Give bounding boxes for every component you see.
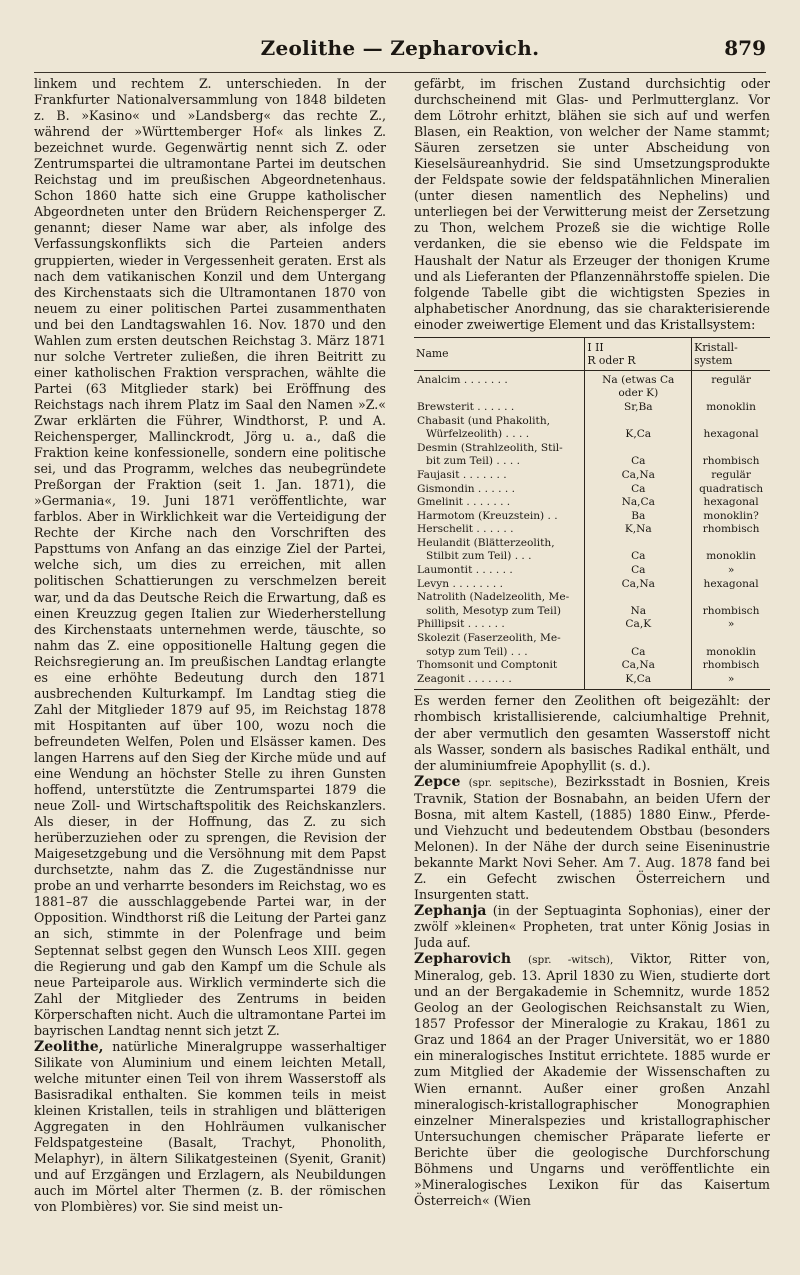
cell-system: hexagonal [692,496,770,510]
cell-system: monoklin [692,646,770,660]
cell-system: rhombisch [692,605,770,619]
zentrum-continuation: linkem und rechtem Z. unterschieden. In der Frankfurter Nationalversammlung von 1848 bildeten z. B. »Kasino« und »Landsberg« das rechte Z., während der »Württemberger Hof« als linkes Z. bezeichnet wurde. Gegenwärtig nennt sich Z. oder Zentrumspartei die ultramontane Partei im deutschen Reichstag und im preußischen Abgeordnetenhaus. Schon 1860 hatte sich eine Gruppe katholischer Abgeordneten unter den Brüdern Reichensperger Z. genannt; dieser Name war aber, als infolge des Verfassungskonflikts sich die Parteien anders gruppierten, wieder in Vergessenheit geraten. Erst als nach dem vatikanischen Konzil und dem Untergang des Kirchenstaats sich die Ultramontanen 1870 von neuem zu einer politischen Partei zusammenthaten und bei den Landtagswahlen 16. Nov. 1870 und den Wahlen zum ersten deutschen Reichstag 3. März 1871 nur solche Vertreter zuließen, die ihren Beitritt zu einer katholischen Fraktion versprachen, wählte die Partei (63 Mitglieder stark) bei Eröffnung des Reichstags nach ihrem Platz im Saal den Namen »Z.« Zwar erklärten die Führer, Windthorst, P. und A. Reichensperger, Mallinckrodt, Jörg u. a., daß die Fraktion keine konfessionelle, sondern eine politische sei, und das Programm, welches das neubegründete Preßorgan der Fraktion (seit 1. Jan. 1871), die »Germania«, 19. Juni 1871 veröffentlichte, war farblos. Aber in Wirklichkeit war die Verteidigung der Rechte der Kirche nach den Vorschriften des Papsttums von Anfang an das einzige Ziel der Partei, welche sich, um dies zu erreichen, mit allen politischen Schattierungen zu verschmelzen bereit war, und da das Deutsche Reich die Erwartung, daß es einen Kreuzzug gegen Italien zur Wiederherstellung des Kirchenstaats unternehmen werde, täuschte, so nahm das Z. eine oppositionelle Haltung gegen die Reichsregierung an. Im preußischen Landtag erlangte es eine erhöhte Bedeutung durch den 1871 ausbrechenden Kulturkampf. Im Landtag stieg die Zahl der Mitglieder 1879 auf 95, im Reichstag 1878 mit Hospitanten auf über 100, wozu noch die befreundeten Welfen, Polen und Elsässer kamen. Des langen Harrens auf den Sieg der Kirche müde und auf eine Wendung an höchster Stelle zu ihren Gunsten hoffend, unterstützte die Zentrumspartei 1879 die neue Zoll- und Wirtschaftspolitik des Reichskanzlers. Als dieser, in der Hoffnung, das Z. zu sich herüberzuziehen oder zu sprengen, die Revision der Maigesetzgebung und die Versöhnung mit dem Papst durchsetzte, nahm das Z. die Zugeständnisse nur probe an und verharrte besonders im Reichstag, wo es 1881–87 die ausschlaggebende Partei war, in der Opposition. Windthorst riß die Leitung der Partei ganz an sich, stimmte in der Polenfrage und beim Septennat selbst gegen den Wunsch Leos XIII. gegen die Regierung und gab den Kampf um die Schule als neue Parteiparole aus. Wirklich verminderte sich die Zahl der Mitglieder des Zentrums in beiden Körperschaften nicht. Auch die ultramontane Partei im bayrischen Landtag nennt sich jetzt Z. [34,76,386,1038]
cell-name: Laumontit . . . . . . [417,564,513,577]
cell-system: monoklin [692,550,770,564]
table-row [414,605,770,619]
cell-system: monoklin? [692,510,770,524]
cell-name: Skolezit (Faserzeolith, Me- [417,632,561,645]
pronunciation-zepharovich: (spr. -witsch), [528,954,614,967]
table-row [414,564,770,578]
zephanja-text: (in der Septuaginta Sophonias), einer der zwölf »kleinen« Propheten, trat unter König Josias in Juda auf. [414,903,770,951]
table-row [414,659,770,673]
cell-name: Herschelit . . . . . . [417,523,514,536]
cell-elements: Ca [585,564,692,578]
zepharovich-text: Viktor, Ritter von, Mineralog, geb. 13. April 1830 zu Wien, studierte dort und an der Bergakademie in Schemnitz, wurde 1852 Geolog an der Geologischen Reichsanstalt zu Wien, 1857 Professor der Mineralogie zu Krakau, 1861 zu Graz und 1864 an der Prager Universität, wo er 1880 ein mineralogisches Institut errichtete. 1885 wurde er zum Mitglied der Akademie der Wissenschaften zu Wien ernannt. Außer einer großen Anzahl mineralogisch-kristallographischer Monographien einzelner Mineralspezies und kristallographischer Untersuchungen chemischer Präparate lieferte er Berichte über die geologische Durchforschung Böhmens und Ungarns und veröffentlichte ein »Mineralogisches Lexikon für das Kaisertum Österreich« (Wien [414,951,770,1208]
header-elements-text: I II R oder R [587,340,636,367]
table-row [414,550,770,564]
cell-elements: K,Ca [585,428,692,442]
cell-elements: Ca [585,646,692,660]
table-row [414,673,770,690]
cell-name: Desmin (Strahlzeolith, Stil- [417,441,563,454]
cell-elements [585,442,692,456]
cell-system [692,415,770,429]
table-row [414,591,770,605]
cell-name: Chabasit (und Phakolith, [417,414,551,427]
cell-name: Faujasit . . . . . . . [417,468,507,481]
cell-name: Analcim . . . . . . . [417,373,508,386]
table-row [414,510,770,524]
after-table-text: Es werden ferner den Zeolithen oft beigezählt: der rhombisch kristallisierende, calciumhaltige Prehnit, der aber vermutlich den gesamten Wasserstoff nicht als Wasser, sondern als basisches Radikal enthält, und der aluminiumfreie Apophyllit (s. d.). [414,693,770,773]
zeolithe-continuation: gefärbt, im frischen Zustand durchsichtig oder durchscheinend mit Glas- und Perlmutterglanz. Vor dem Lötrohr erhitzt, blähen sie sich auf und werfen Blasen, ein Reaktion, von welcher der Name stammt; Säuren zersetzen sie unter Abscheidung von Kieselsäureanhydrid. Sie sind Umsetzungsprodukte der Feldspate sowie der feldspatähnlichen Mineralien (unter diesen namentlich des Nephelins) und unterliegen bei der Verwitterung meist der Zersetzung zu Thon, welchem Prozeß sie die wichtige Rolle verdanken, die sie ebenso wie die Feldspate im Haushalt der Natur als Erzeuger der thonigen Krume und als Lieferanten der Pflanzennährstoffe spielen. Die folgende Tabelle gibt die wichtigsten Spezies in alphabetischer Anordnung, das sie charakterisierende einoder zweiwertige Element und das Kristallsystem: [414,76,770,332]
cell-name: Zeagonit . . . . . . . [417,672,512,685]
cell-elements: Ca,K [585,618,692,632]
header-rule [34,72,766,73]
table-body [414,370,770,690]
cell-name: Heulandit (Blätterzeolith, [417,536,555,549]
table-row [414,370,770,401]
table-row [414,646,770,660]
page-header [34,36,766,66]
cell-name: Gmelinit . . . . . . . [417,496,511,509]
cell-system: » [692,673,770,690]
table-row [414,415,770,429]
pronunciation-zepce: (spr. sepitsche), [468,776,558,789]
cell-system [692,537,770,551]
cell-system [692,632,770,646]
cell-system [692,591,770,605]
page-number: 879 [724,36,766,60]
entry-zeolithe [34,1039,386,1216]
header-name: Name [414,337,585,370]
cell-name: Gismondin . . . . . . [417,482,515,495]
left-column [34,76,386,1267]
cell-elements: Ca,Na [585,469,692,483]
cell-system: regulär [692,370,770,401]
cell-system: regulär [692,469,770,483]
table-row [414,523,770,537]
cell-name: Natrolith (Nadelzeolith, Me- [417,591,570,604]
cell-system: » [692,564,770,578]
table-row [414,455,770,469]
cell-elements: Ca [585,550,692,564]
zeolithe-text: natürliche Mineralgruppe wasserhaltiger Silikate von Aluminium und einem leichten Metall, welche mitunter einen Teil von ihrem Wasserstoff als Basisradikal enthalten. Sie kommen teils in meist kleinen Kristallen, teils in strahligen und blätterigen Aggregaten in den Hohlräumen vulkanischer Feldspatgesteine (Basalt, Trachyt, Phonolith, Melaphyr), in ältern Silikatgesteinen (Syenit, Granit) und auf Erzgängen und Erzlagern, als Neubildungen auch im Mörtel alter Thermen (z. B. der römischen von Plombières) vor. Sie sind meist un- [34,1038,386,1215]
cell-elements: Sr,Ba [585,401,692,415]
table-row [414,401,770,415]
table-row [414,442,770,456]
cell-system: rhombisch [692,455,770,469]
header-system [692,337,770,370]
cell-system: rhombisch [692,523,770,537]
cell-name: Stilbit zum Teil) . . . [426,550,532,563]
cell-system: monoklin [692,401,770,415]
cell-system [692,442,770,456]
cell-elements: Na (etwas Ca oder K) [585,370,692,401]
cell-elements: Ca,Na [585,578,692,592]
cell-elements: Ca [585,483,692,497]
table-header-row [414,337,770,370]
cell-elements: Ba [585,510,692,524]
table-row [414,496,770,510]
headword-zepce: Zepce [414,773,461,790]
cell-name: sotyp zum Teil) . . . [426,645,528,658]
table-row [414,483,770,497]
cell-system: » [692,618,770,632]
cell-elements [585,591,692,605]
zepce-text: Bezirksstadt in Bosnien, Kreis Travnik, Station der Bosnabahn, an beiden Ufern der Bosna, mit altem Kastell, (1885) 1880 Einw., Pferde- und Viehzucht und bedeutendem Obstbau (besonders Melonen). In der Nähe der durch seine Eiseninustrie bekannte Markt Novi Seher. Am 7. Aug. 1878 fand bei Z. ein Gefecht zwischen Österreichern und Insurgenten statt. [414,773,770,902]
entry-zepce [414,774,770,903]
cell-name: bit zum Teil) . . . . [426,455,520,468]
cell-system: quadratisch [692,483,770,497]
table-row [414,618,770,632]
table-row [414,428,770,442]
cell-elements [585,537,692,551]
cell-name: Würfelzeolith) . . . . [426,428,530,441]
cell-elements [585,632,692,646]
cell-name: Phillipsit . . . . . . [417,618,505,631]
header-elements [585,337,692,370]
cell-name: solith, Mesotyp zum Teil) [426,604,561,617]
cell-elements: Ca,Na [585,659,692,673]
cell-name: Levyn . . . . . . . . [417,577,503,590]
cell-elements: Ca [585,455,692,469]
cell-system: rhombisch [692,659,770,673]
cell-name: Thomsonit und Comptonit [417,659,558,672]
cell-name: Harmotom (Kreuzstein) . . [417,509,558,522]
headword-zeolithe: Zeolithe, [34,1038,104,1055]
entry-zephanja [414,903,770,951]
zeolite-table [414,337,770,691]
table-row [414,537,770,551]
cell-elements [585,415,692,429]
table-row [414,469,770,483]
cell-elements: K,Ca [585,673,692,690]
headword-zepharovich: Zepharovich [414,951,512,968]
cell-elements: K,Na [585,523,692,537]
cell-name: Brewsterit . . . . . . [417,400,515,413]
cell-system: hexagonal [692,578,770,592]
table-row [414,578,770,592]
running-title: Zeolithe — Zepharovich. [260,36,540,60]
right-column [414,76,770,1267]
header-system-text: Kristall- system [694,340,738,367]
table-row [414,632,770,646]
headword-zephanja: Zephanja [414,903,487,920]
entry-zepharovich [414,951,770,1209]
cell-elements: Na [585,605,692,619]
cell-system: hexagonal [692,428,770,442]
cell-elements: Na,Ca [585,496,692,510]
